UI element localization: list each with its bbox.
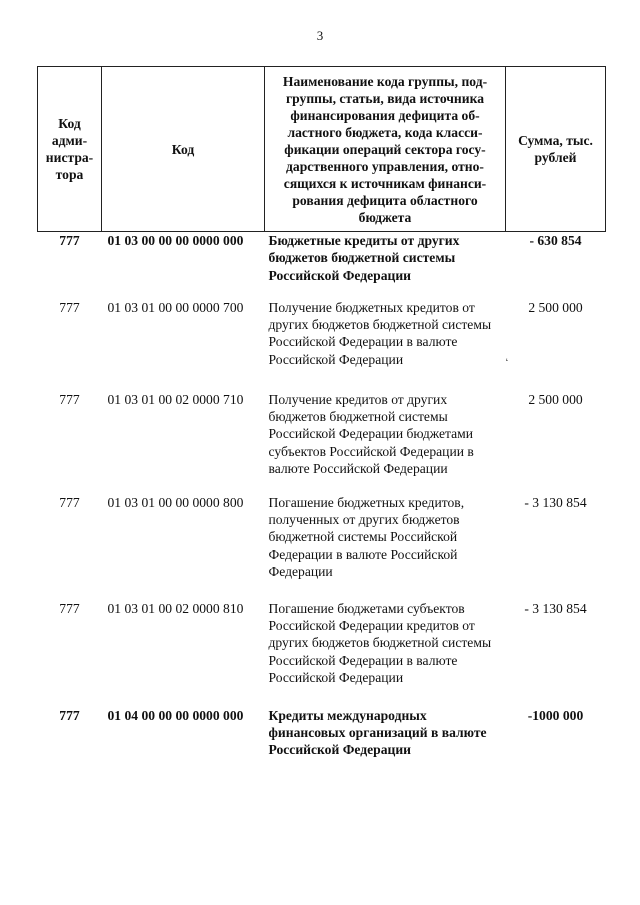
cell-code: 01 03 01 00 02 0000 810 (107, 600, 244, 616)
cell-name: Погашение бюджетных кредитов, полученных от других бюджетов бюджетной системы Российской Федерации в валюте Российской Федерации (268, 494, 465, 580)
table-row (38, 707, 606, 767)
cell-admin: 777 (59, 600, 80, 616)
cell-name: Получение кредитов от других бюджетов бюджетной системы Российской Федерации бюджетами субъектов Российской Федерации в валюте Российской Федерации (268, 391, 474, 477)
cell-name: Погашение бюджетами субъектов Российской Федерации кредитов от других бюджетов бюджетной системы Российской Федерации в валюте Российской Федерации (268, 600, 492, 686)
cell-admin: 777 (59, 494, 80, 510)
cell-sum: 2 500 000 (528, 391, 583, 407)
cell-sum: - 3 130 854 (524, 600, 587, 616)
cell-sum: -1000 000 (527, 707, 584, 723)
cell-name: Бюджетные кредиты от других бюджетов бюджетной системы Российской Федерации (268, 233, 460, 283)
stray-pen-mark: ‘ (504, 356, 512, 369)
header-name: Наименование кода группы, под-группы, статьи, вида источника финансирования дефицита об-ластного бюджета, кода класси-фикации операций сектора госу-дарственного управления, отно-сящихся к источникам финанси-рования дефицита областного бюджета (265, 67, 506, 232)
cell-code: 01 03 01 00 00 0000 800 (107, 494, 244, 510)
table-row (38, 299, 606, 391)
cell-sum: - 3 130 854 (524, 494, 587, 510)
cell-admin: 777 (59, 707, 80, 723)
header-sum: Сумма, тыс. рублей (506, 67, 606, 232)
table-row (38, 232, 606, 299)
cell-admin: 777 (59, 391, 80, 407)
cell-name: Кредиты международных финансовых организаций в валюте Российской Федерации (268, 707, 487, 758)
cell-code: 01 03 01 00 00 0000 700 (107, 299, 244, 315)
cell-admin: 777 (59, 299, 80, 315)
cell-code: 01 04 00 00 00 0000 000 (107, 707, 244, 723)
page-number: 3 (316, 28, 324, 43)
table-row (38, 494, 606, 600)
table-header-row (38, 67, 606, 232)
table-row (38, 600, 606, 707)
budget-sources-table (37, 66, 606, 767)
cell-admin: 777 (59, 233, 80, 248)
table-row (38, 391, 606, 494)
cell-name: Получение бюджетных кредитов от других бюджетов бюджетной системы Российской Федерации в валюте Российской Федерации (268, 299, 492, 367)
header-code: Код (102, 67, 265, 232)
cell-code: 01 03 00 00 00 0000 000 (107, 233, 244, 248)
cell-sum: - 630 854 (529, 233, 582, 248)
cell-sum: 2 500 000 (528, 299, 583, 315)
header-admin-code: Код адми-нистра-тора (38, 67, 102, 232)
cell-code: 01 03 01 00 02 0000 710 (107, 391, 244, 407)
